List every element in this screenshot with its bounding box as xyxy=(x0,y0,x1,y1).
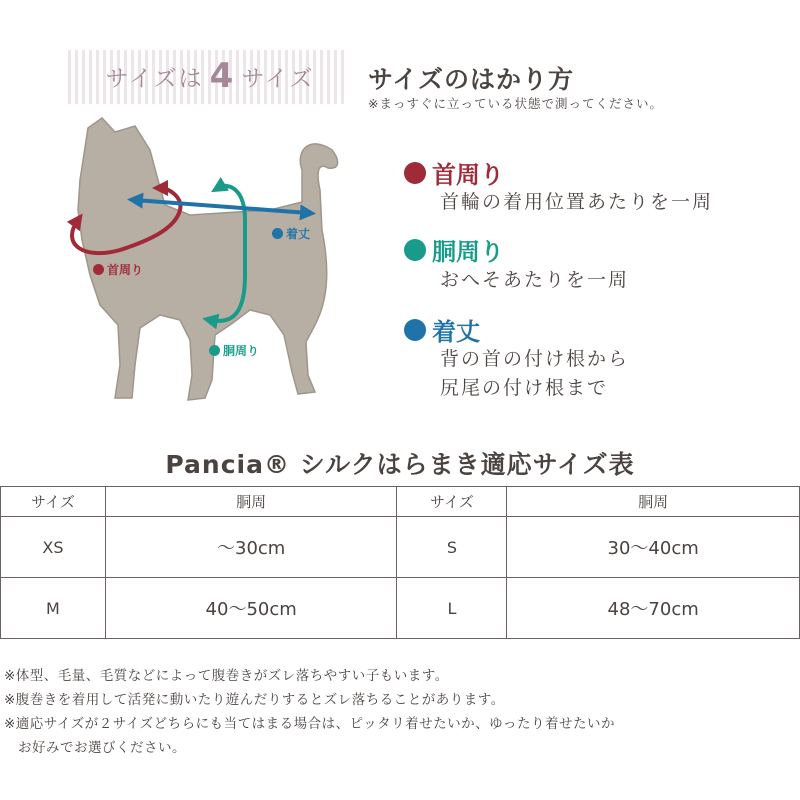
table-cell-girth: 〜30cm xyxy=(105,517,397,578)
note-line: ※腹巻きを着用して活発に動いたり遊んだりするとズレ落ちることがあります。 xyxy=(4,692,505,708)
size-table xyxy=(0,486,800,639)
table-cell-size: M xyxy=(1,578,106,639)
legend-length-heading xyxy=(404,312,480,347)
badge-suffix: サイズ xyxy=(241,65,315,92)
badge-prefix: サイズは xyxy=(105,65,204,92)
legend-length-title: 着丈 xyxy=(432,318,480,346)
table-header-size: サイズ xyxy=(397,487,507,517)
dog-label-length xyxy=(272,225,310,242)
legend-neck-heading xyxy=(404,155,504,190)
legend-length-desc-line: 尻尾の付け根まで xyxy=(440,377,609,399)
size-count-badge xyxy=(80,56,340,96)
legend-girth-heading xyxy=(404,232,504,267)
dog-label-girth-text: 胴周り xyxy=(223,344,260,358)
table-header-girth: 胴周 xyxy=(507,487,800,517)
girth-bullet-icon xyxy=(404,239,426,261)
legend-neck-title: 首周り xyxy=(432,161,504,189)
table-cell-girth: 48〜70cm xyxy=(507,578,800,639)
table-header-row xyxy=(1,487,800,517)
girth-dot-icon xyxy=(209,345,220,356)
table-cell-size: XS xyxy=(1,517,106,578)
legend-neck-desc-line: 首輪の着用位置あたりを一周 xyxy=(440,191,714,213)
badge-number: 4 xyxy=(209,56,236,96)
dog-label-neck xyxy=(93,261,143,278)
measure-title: サイズのはかり方 xyxy=(368,65,575,94)
length-bullet-icon xyxy=(404,319,426,341)
dog-silhouette-illustration xyxy=(40,110,380,420)
table-cell-girth: 30〜40cm xyxy=(507,517,800,578)
table-row xyxy=(1,578,800,639)
length-dot-icon xyxy=(272,228,283,239)
notes xyxy=(4,664,794,760)
dog-label-length-text: 着丈 xyxy=(286,227,311,241)
dog-body xyxy=(78,118,338,400)
legend-length-desc-line: 背の首の付け根から xyxy=(440,348,630,370)
table-row xyxy=(1,517,800,578)
legend-girth-desc xyxy=(440,266,629,295)
table-header-girth: 胴周 xyxy=(105,487,397,517)
legend-neck-desc xyxy=(440,188,713,217)
note-line: お好みでお選びください。 xyxy=(4,740,186,756)
dog-label-girth xyxy=(209,342,259,359)
neck-dot-icon xyxy=(93,264,104,275)
table-cell-size: S xyxy=(397,517,507,578)
legend-length-desc xyxy=(440,345,629,403)
legend-girth-desc-line: おへそあたりを一周 xyxy=(440,269,630,291)
legend-girth-title: 胴周り xyxy=(432,238,504,266)
note-line: ※適応サイズが２サイズどちらにも当てはまる場合は、ピッタリ着せたいか、ゆったり着せたいか xyxy=(4,716,615,732)
measure-note: ※まっすぐに立っている状態で測ってください。 xyxy=(368,96,663,111)
table-header-size: サイズ xyxy=(1,487,106,517)
table-cell-size: L xyxy=(397,578,507,639)
dog-label-neck-text: 首周り xyxy=(107,263,144,277)
neck-bullet-icon xyxy=(404,162,426,184)
table-cell-girth: 40〜50cm xyxy=(105,578,397,639)
note-line: ※体型、毛量、毛質などによって腹巻きがズレ落ちやすい子もいます。 xyxy=(4,668,449,684)
size-table-title: Pancia® シルクはらまき適応サイズ表 xyxy=(165,450,635,479)
